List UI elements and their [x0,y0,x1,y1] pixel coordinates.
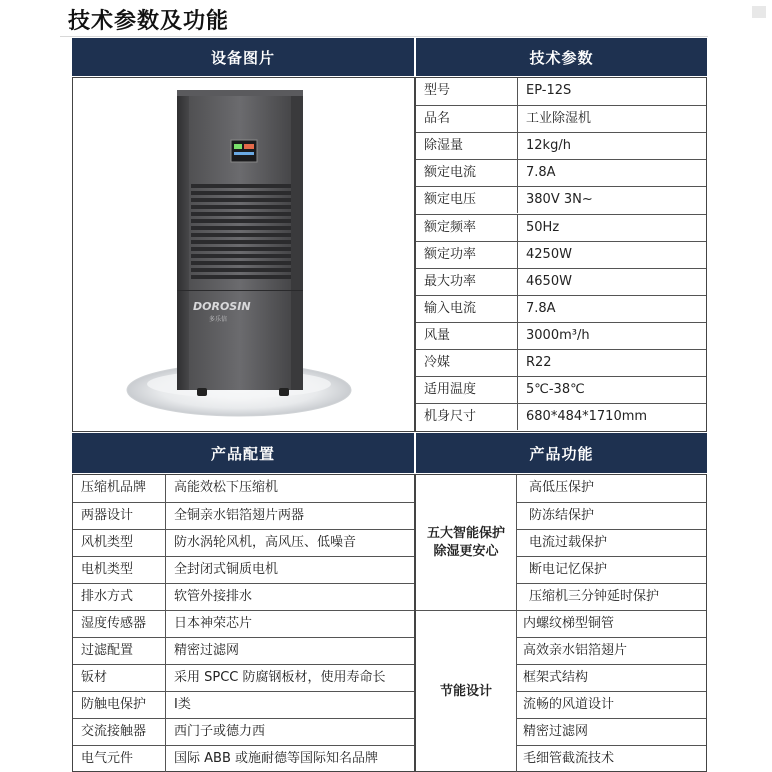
row-label: 湿度传感器 [73,611,166,637]
row-label: 交流接触器 [73,719,166,745]
row-label: 防触电保护 [73,692,166,718]
row-value: 50Hz [526,219,560,235]
function-group-label [416,475,517,610]
row-label: 额定功率 [416,242,518,268]
row-value: 7.8A [526,165,556,181]
table-row [416,186,706,213]
group-label-line: 五大智能保护 [426,525,505,541]
control-panel-icon [231,140,257,162]
table-row [73,475,414,502]
row-label: 排水方式 [73,584,166,610]
table-row [416,376,706,403]
table-row [73,691,414,718]
function-item: 内螺纹梯型铜管 [517,610,706,637]
row-value: EP-12S [526,83,572,98]
row-label: 除湿量 [416,133,518,159]
function-item: 高效亲水铝箔翅片 [517,637,706,664]
row-label: 适用温度 [416,377,518,403]
svg-text:多乐信: 多乐信 [209,316,228,323]
table-row [416,403,706,430]
row-value: Ⅰ类 [174,697,191,712]
product-photo [73,78,414,431]
table-row [416,268,706,295]
table-row [416,159,706,186]
table-row [73,745,414,772]
function-item: 高低压保护 [529,480,595,495]
table-row [416,105,706,132]
row-value: 防水涡轮风机，高风压、低噪音 [174,535,357,550]
row-label: 额定电流 [416,160,518,186]
row-value: 4650W [526,273,572,289]
row-label: 两器设计 [73,503,166,529]
table-row [416,132,706,159]
row-value: 软管外接排水 [174,589,253,604]
table-row [416,322,706,349]
specs-table [415,77,707,432]
header-photo: 设备图片 [72,38,414,76]
wheel-icon [197,388,207,396]
function-group-label [416,610,517,772]
table-row [73,529,414,556]
wheel-icon [279,388,289,396]
row-label: 电机类型 [73,557,166,583]
function-item: 电流过载保护 [517,529,706,556]
corner-mark [752,6,766,18]
row-value: 西门子或德力西 [174,724,266,739]
row-label: 最大功率 [416,269,518,295]
group-label-line: 节能设计 [439,683,492,699]
header-functions: 产品功能 [416,433,707,473]
row-label: 额定频率 [416,215,518,241]
table-row [73,502,414,529]
brand-logo: DOROSIN [193,300,251,313]
page-title: 技术参数及功能 [68,9,230,34]
row-label: 压缩机品牌 [73,475,166,502]
row-value: 全铜亲水铝箔翅片两器 [174,508,305,523]
table-row [73,664,414,691]
row-label: 电气元件 [73,746,166,772]
function-item: 框架式结构 [517,664,706,691]
table-row [416,78,706,105]
row-label: 风量 [416,323,518,349]
dehumidifier-image [73,78,414,431]
row-value: 全封闭式铜质电机 [174,562,279,577]
row-value: 高能效松下压缩机 [174,480,279,495]
header-specs: 技术参数 [416,38,707,76]
row-label: 钣材 [73,665,166,691]
function-item: 防冻结保护 [517,502,706,529]
row-value: 国际 ABB 或施耐德等国际知名品牌 [174,751,378,766]
row-label: 型号 [416,78,518,105]
table-row [73,610,414,637]
row-value: 精密过滤网 [174,643,240,658]
config-table [72,474,415,772]
row-value: 380V 3N~ [526,192,593,208]
table-row [416,214,706,241]
group-label-line: 除湿更安心 [433,543,499,559]
table-row [73,556,414,583]
row-value: 7.8A [526,300,556,316]
row-label: 风机类型 [73,530,166,556]
row-value: 采用 SPCC 防腐钢板材，使用寿命长 [174,670,386,685]
row-value: 5℃-38℃ [526,382,585,398]
function-item: 断电记忆保护 [517,556,706,583]
function-item: 精密过滤网 [517,718,706,745]
table-row [73,637,414,664]
function-item: 流畅的风道设计 [517,691,706,718]
functions-table [415,474,707,772]
row-value: 工业除湿机 [526,111,592,127]
table-row [73,583,414,610]
row-label: 品名 [416,106,518,132]
row-value: 4250W [526,246,572,262]
row-value: 12kg/h [526,138,571,154]
row-value: 3000m³/h [526,327,590,343]
title-divider [60,36,708,37]
row-label: 额定电压 [416,187,518,213]
table-row [416,349,706,376]
header-config: 产品配置 [72,433,414,473]
row-label: 冷媒 [416,350,518,376]
row-value: 日本神荣芯片 [174,616,253,631]
table-row [416,295,706,322]
row-value: R22 [526,355,552,370]
function-item: 毛细管截流技术 [517,745,706,772]
row-value: 680*484*1710mm [526,409,648,425]
table-row [416,241,706,268]
row-label: 过滤配置 [73,638,166,664]
row-label: 机身尺寸 [416,404,518,430]
table-row [73,718,414,745]
row-label: 输入电流 [416,296,518,322]
function-item: 压缩机三分钟延时保护 [517,583,706,610]
